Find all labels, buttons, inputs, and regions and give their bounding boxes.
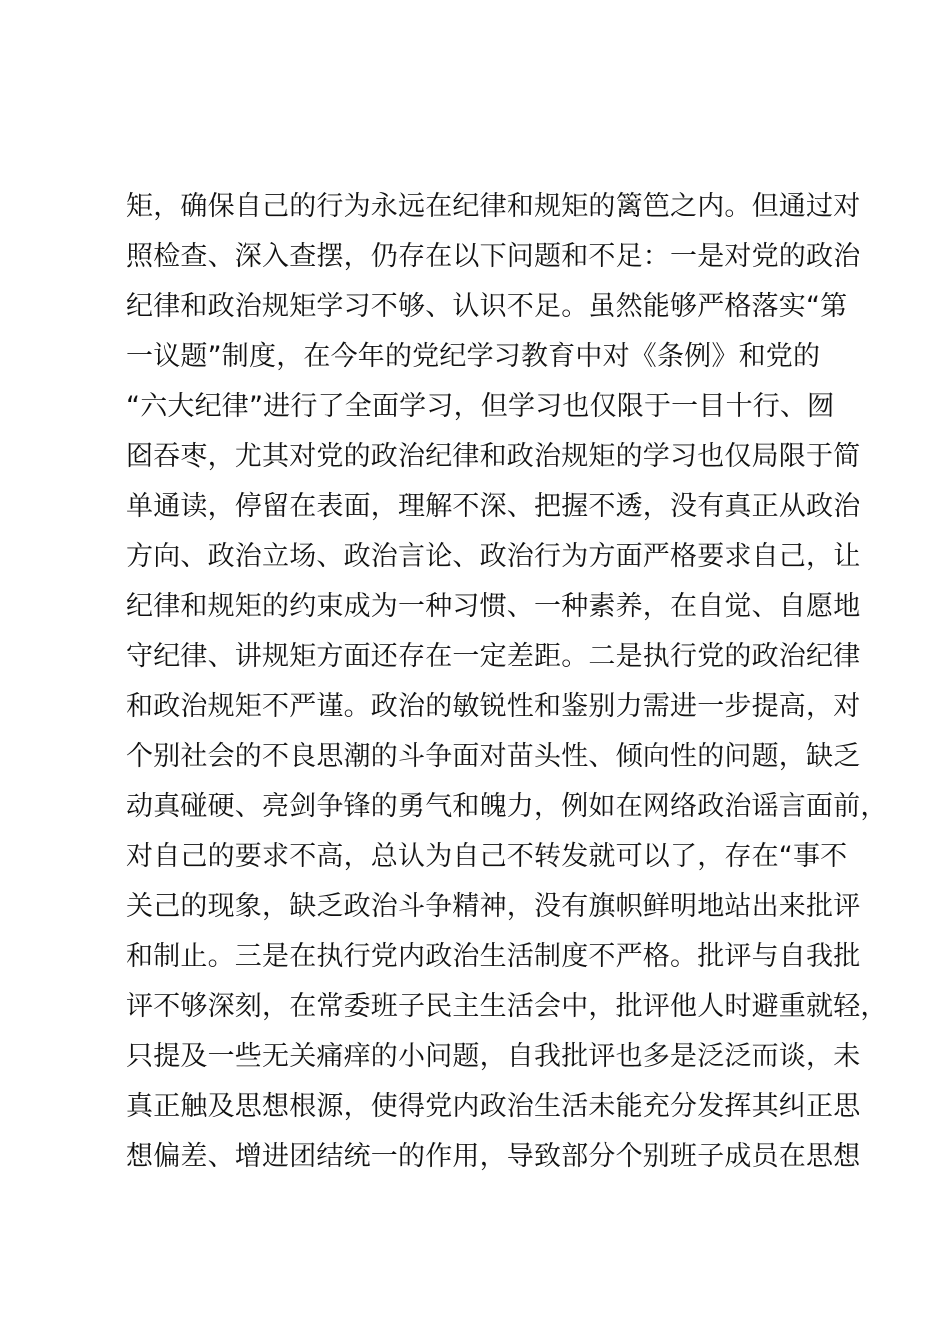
- text-line: 评不够深刻，在常委班子民主生活会中，批评他人时避重就轻，: [126, 991, 888, 1022]
- body-paragraph: [126, 182, 888, 1182]
- text-line: 纪律和政治规矩学习不够、认识不足。虽然能够严格落实“第: [126, 291, 848, 322]
- text-line: 单通读，停留在表面，理解不深、把握不透，没有真正从政治: [126, 491, 861, 522]
- text-line: 一议题”制度，在今年的党纪学习教育中对《条例》和党的: [126, 341, 821, 372]
- text-line: 和制止。三是在执行党内政治生活制度不严格。批评与自我批: [126, 941, 861, 972]
- text-line: 守纪律、讲规矩方面还存在一定差距。二是执行党的政治纪律: [126, 641, 861, 672]
- text-line: 只提及一些无关痛痒的小问题，自我批评也多是泛泛而谈，未: [126, 1041, 861, 1072]
- text-line: 个别社会的不良思潮的斗争面对苗头性、倾向性的问题，缺乏: [126, 741, 861, 772]
- text-line: “六大纪律”进行了全面学习，但学习也仅限于一目十行、囫: [126, 391, 835, 422]
- text-line: 真正触及思想根源，使得党内政治生活未能充分发挥其纠正思: [126, 1091, 861, 1122]
- text-line: 照检查、深入查摆，仍存在以下问题和不足：一是对党的政治: [126, 241, 861, 272]
- text-line: 纪律和规矩的约束成为一种习惯、一种素养，在自觉、自愿地: [126, 591, 861, 622]
- text-line: 动真碰硬、亮剑争锋的勇气和魄力，例如在网络政治谣言面前，: [126, 791, 888, 822]
- text-line: 关己的现象，缺乏政治斗争精神，没有旗帜鲜明地站出来批评: [126, 891, 861, 922]
- text-line: 矩，确保自己的行为永远在纪律和规矩的篱笆之内。但通过对: [126, 191, 861, 222]
- text-line: 和政治规矩不严谨。政治的敏锐性和鉴别力需进一步提高，对: [126, 691, 861, 722]
- text-line: 囵吞枣，尤其对党的政治纪律和政治规矩的学习也仅局限于简: [126, 441, 861, 472]
- text-line: 想偏差、增进团结统一的作用，导致部分个别班子成员在思想: [126, 1141, 861, 1172]
- text-line: 对自己的要求不高，总认为自己不转发就可以了，存在“事不: [126, 841, 848, 872]
- text-line: 方向、政治立场、政治言论、政治行为方面严格要求自己，让: [126, 541, 861, 572]
